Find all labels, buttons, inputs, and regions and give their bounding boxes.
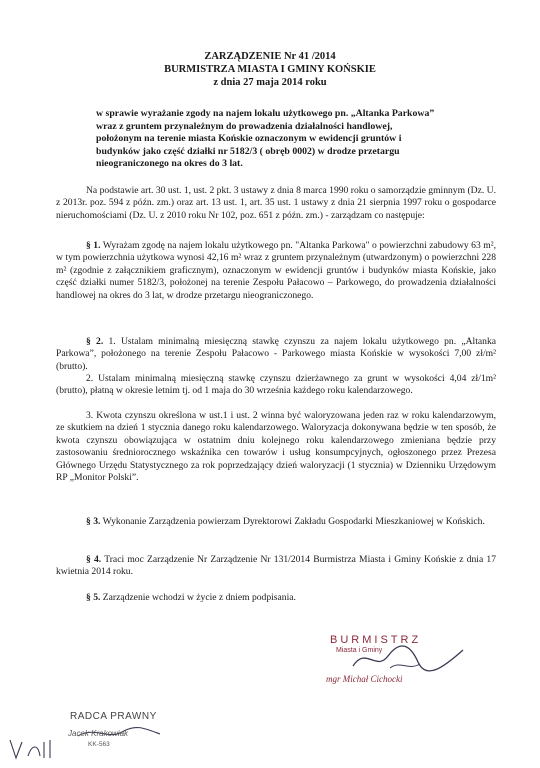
margin-initials (6, 734, 56, 764)
section-4 (56, 554, 496, 579)
section-3-text: Wykonanie Zarządzenia powierzam Dyrektorowi Zakładu Gospodarki Mieszkaniowej w Końskich. (102, 516, 485, 527)
document-header (0, 50, 540, 89)
issuer: BURMISTRZA MIASTA I GMINY KOŃSKIE (164, 64, 376, 75)
section-2-paragraph-2: 2. Ustalam minimalną miesięczną stawkę czynszu dzierżawnego za grunt w wysokości 4,04 zł/1m² (brutto), płatną w okresie letnim tj. od 1 maja do 30 września każdego roku kalendarzowego. (56, 373, 496, 397)
section-4-number: § 4. (86, 554, 102, 565)
section-3 (56, 516, 496, 528)
section-1-number: § 1. (86, 240, 101, 251)
section-2-paragraph-3: 3. Kwota czynszu określona w ust.1 i ust. 2 winna być waloryzowana jeden raz w roku kalendarzowym, ze skutkiem na dzień 1 stycznia danego roku kalendarzowego. Waloryzacja dokonywana będzie w ten sposób, że kwota czynszu obowiązująca w ostatnim dniu kolejnego roku kalendarzowego zmieniana będzie przy zastosowaniu średniorocznego wskaźnika cen towarów i usług konsumpcyjnych, ogłoszonego przez Prezesa Głównego Urzędu Statystycznego za rok poprzedzający dzień waloryzacji (1 stycznia) w Dzienniku Urzędowym RP „Monitor Polski”. (56, 410, 496, 484)
section-2-number: § 2. (86, 336, 104, 347)
subject-text: w sprawie wyrażanie zgody na najem lokalu użytkowego pn. „Altanka Parkowa” wraz z gruntem przynależnym do prowadzenia działalności handlowej, położonym na terenie miasta Końskie oznaczonym w ewidencji gruntów i budynków jako część działki nr 5182/3 ( obręb 0002) w drodze przetargu nieograniczonego na okres do 3 lat. (96, 108, 435, 169)
section-4-text: Traci moc Zarządzenie Nr Zarządzenie Nr 131/2014 Burmistrza Miasta i Gminy Końskie z dnia 17 kwietnia 2014 roku. (56, 554, 496, 578)
section-5 (56, 592, 496, 604)
legal-counsel-id: KK-563 (88, 741, 110, 748)
legal-counsel-title: RADCA PRAWNY (70, 711, 157, 722)
section-2-paragraph-1: 1. Ustalam minimalną miesięczną stawkę czynszu za najem lokalu użytkowego pn. „Altanka Parkowa”, położonego na terenie Zespołu Pałacowo - Parkowego miasta Końskie w wysokości 7,00 zł/m² (brutto). (56, 336, 497, 372)
handwritten-signature (348, 638, 468, 678)
order-date: z dnia 27 maja 2014 roku (213, 77, 327, 88)
section-3-number: § 3. (86, 516, 101, 527)
section-1 (56, 240, 496, 302)
section-1-text: Wyrażam zgodę na najem lokalu użytkowego pn. "Altanka Parkowa" o powierzchni zabudowy 63 m², w tym powierzchnia użytkowa wynosi 42,16 m² wraz z gruntem przynależnym (utwardzonym) o powierzchni 228 m² (zgodnie z załącznikiem graficznym), oznaczonym w ewidencji gruntów i budynków miasta Końskie, jako część działki numer 5182/3, położonej na terenie Zespołu Pałacowo – Parkowego, do prowadzenia działalności handlowej na okres do 3 lat, w drodze przetargu nieograniczonego. (56, 240, 496, 301)
section-5-text: Zarządzenie wchodzi w życie z dniem podpisania. (102, 592, 296, 603)
preamble-text: Na podstawie art. 30 ust. 1, ust. 2 pkt. 3 ustawy z dnia 8 marca 1990 roku o samorządzie gminnym (Dz. U. z 2013r. poz. 594 z późn. zm.) oraz art. 13 ust. 1, art. 35 ust. 1 ustawy z dnia 21 sierpnia 1997 roku o gospodarce nieruchomościami (Dz. U. z 2010 roku Nr 102, poz. 651 z późn. zm.) - zarządzam co następuje: (56, 185, 496, 221)
stamp-subtitle: Miasta i Gminy (336, 647, 383, 654)
mayor-signature-stamp (310, 630, 490, 700)
legal-counsel-name: Jacek Krakowiak (68, 729, 129, 738)
mayor-name: mgr Michał Cichocki (326, 674, 403, 684)
stamp-title: BURMISTRZ (330, 634, 422, 646)
section-5-number: § 5. (86, 592, 101, 603)
section-2 (56, 336, 496, 373)
legal-counsel-stamp (56, 704, 166, 764)
order-number: ZARZĄDZENIE Nr 41 /2014 (204, 51, 336, 62)
